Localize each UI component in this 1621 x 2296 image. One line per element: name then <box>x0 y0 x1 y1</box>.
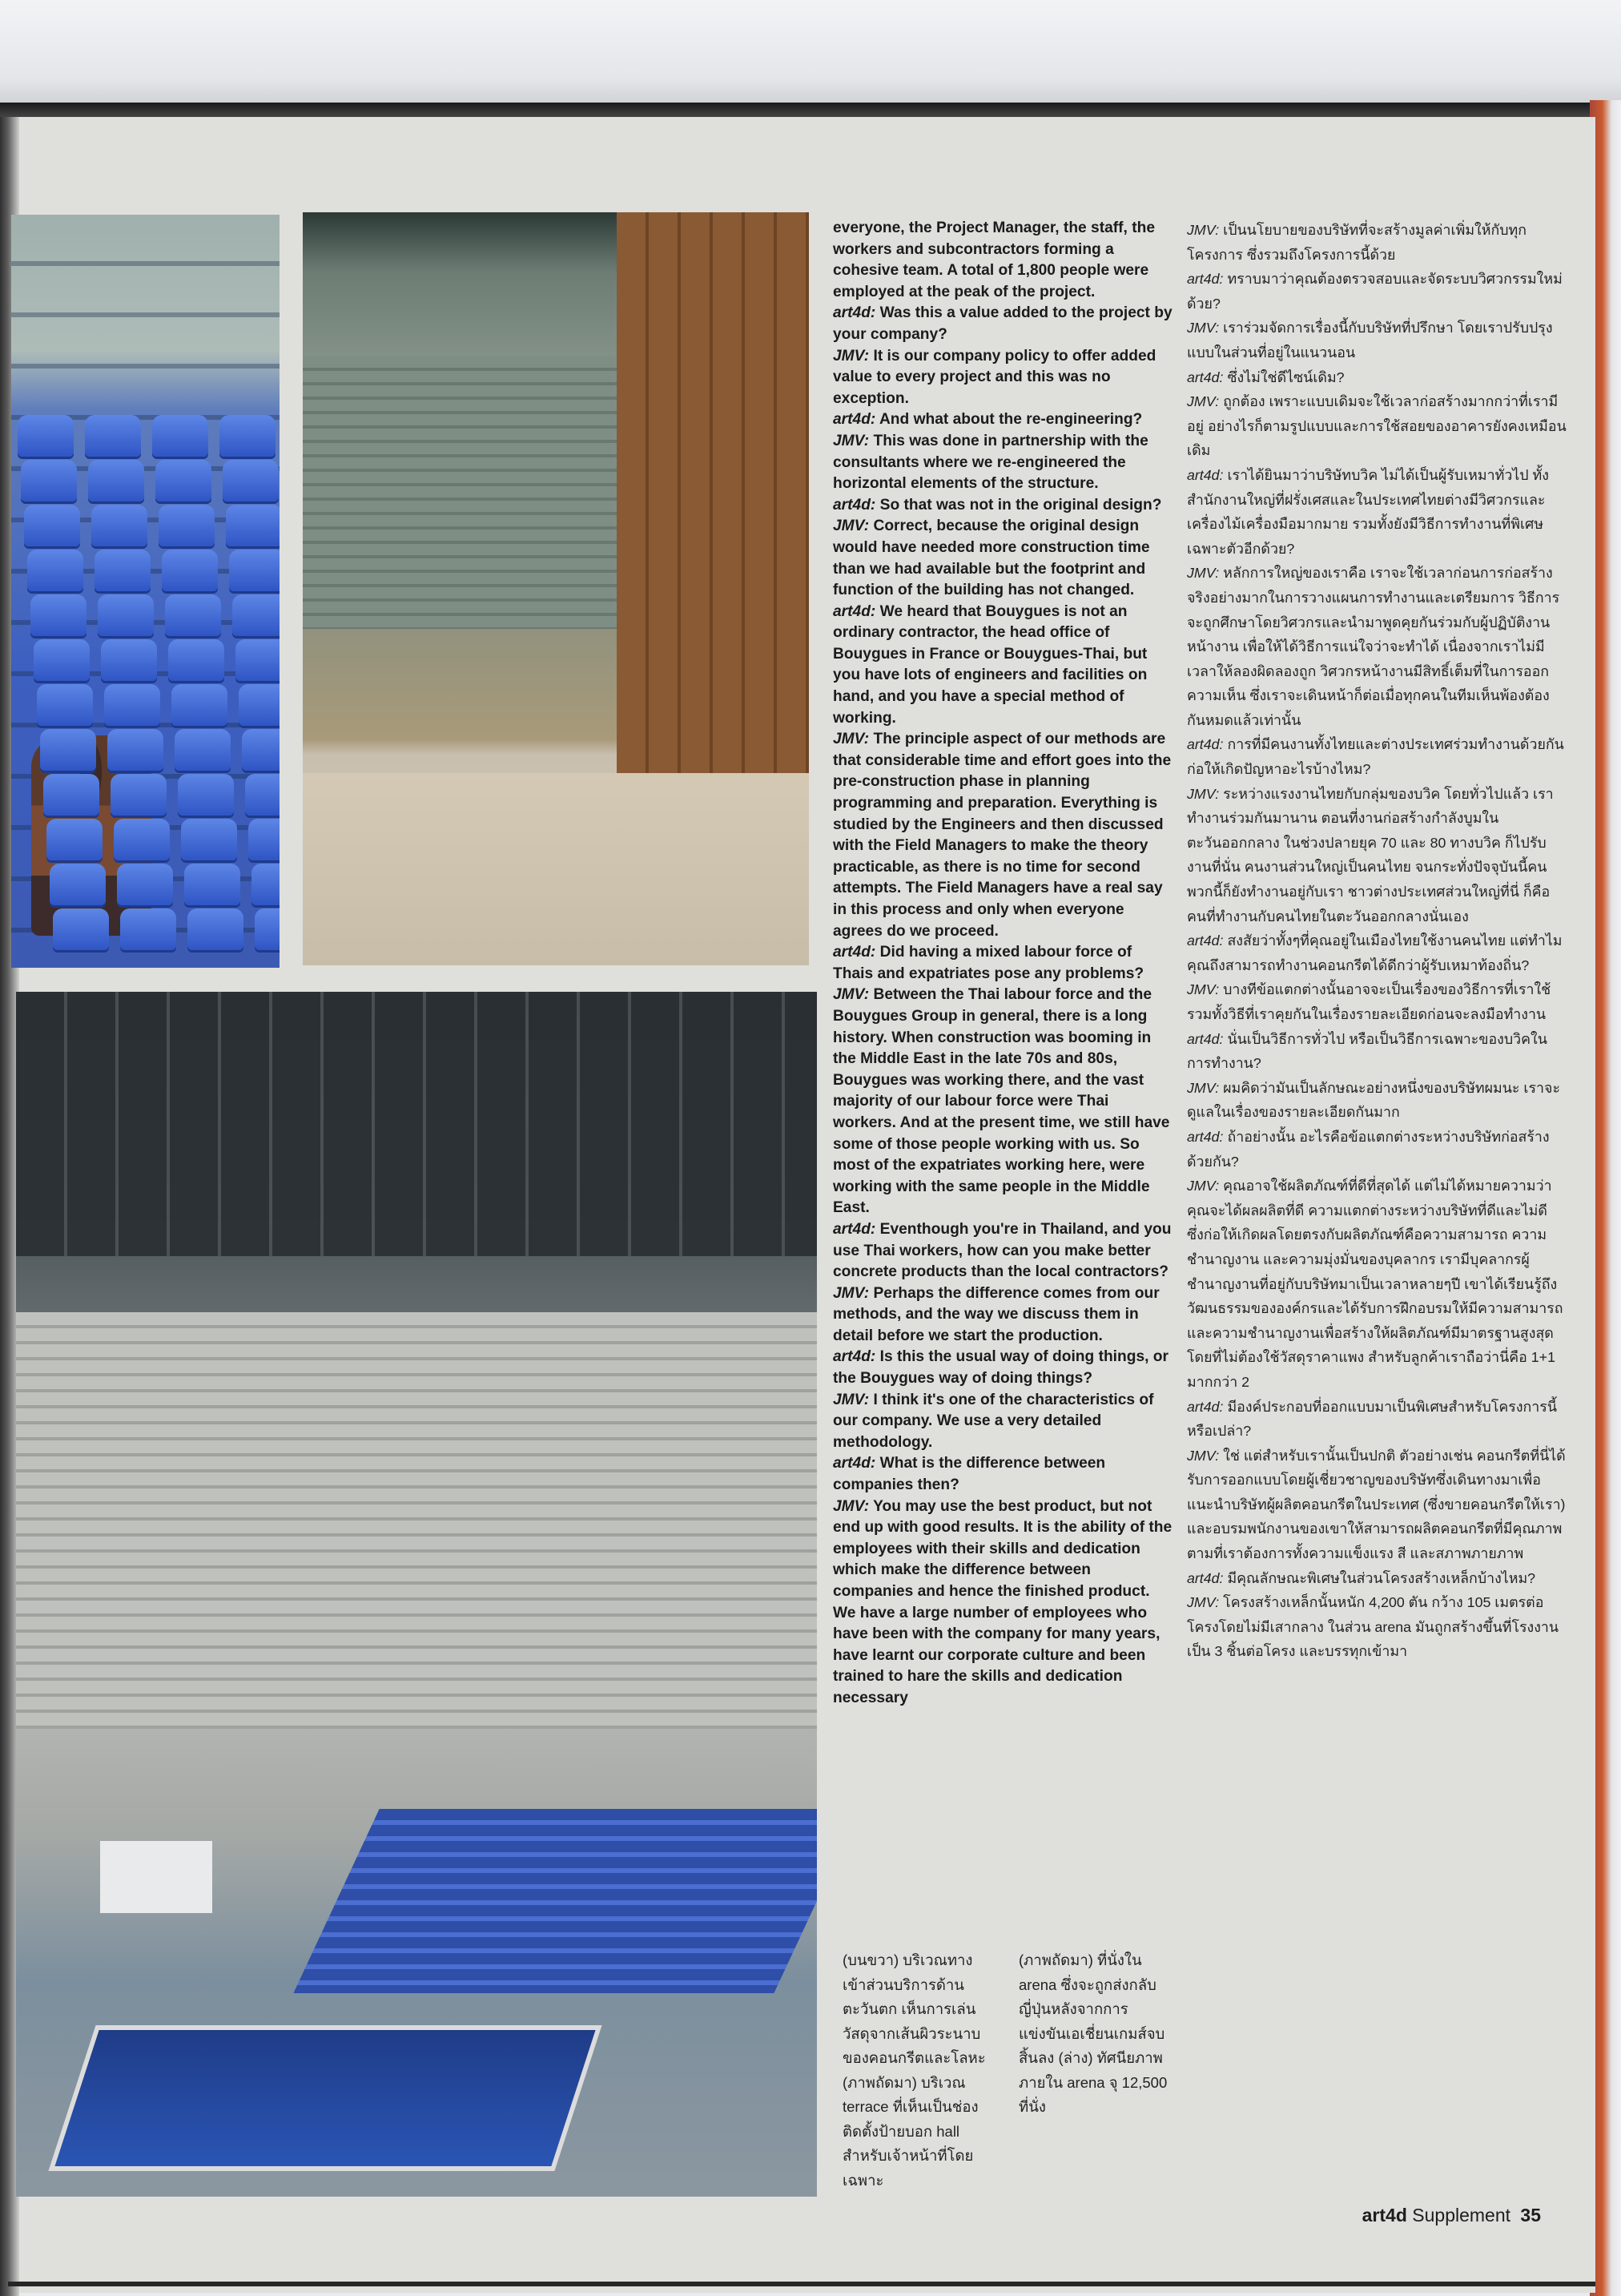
paragraph-text: The principle aspect of our methods are that considerable time and effort goes into the pre-construction phase in planning programming and preparation. Everything is studied by the Engineers and then discussed with the Field Managers to make the theory practicable, as there is no time for second attempts. The Field Managers have a real say in this process and only when everyone agrees do we proceed. <box>833 731 1172 940</box>
speaker-label: JMV: <box>1187 1079 1220 1096</box>
article-paragraph <box>833 516 1173 601</box>
seat <box>226 505 280 546</box>
article-paragraph <box>1187 928 1567 977</box>
article-paragraph <box>833 1390 1173 1454</box>
article-paragraph <box>1187 1444 1567 1566</box>
seat <box>171 684 227 726</box>
article-paragraph <box>1187 365 1567 390</box>
article-paragraph <box>1187 316 1567 365</box>
seat <box>37 684 93 726</box>
paragraph-text: We heard that Bouygues is not an ordinary contractor, the head office of Bouygues in France or Bouygues-Thai, but you have lots of engineers and facilities on hand, and you have a special method of working. <box>833 602 1148 727</box>
seat <box>184 864 240 905</box>
seat <box>27 550 83 591</box>
paragraph-text: นั่นเป็นวิธีการทั่วไป หรือเป็นวิธีการเฉพาะของบวิคในการทำงาน? <box>1187 1030 1547 1072</box>
seat <box>229 550 280 591</box>
arena-sign <box>100 1841 212 1913</box>
paragraph-text: So that was not in the original design? <box>879 496 1162 514</box>
paragraph-text: เราร่วมจัดการเรื่องนี้กับบริษัทที่ปรึกษา โดยเราปรับปรุงแบบในส่วนที่อยู่ในแนวนอน <box>1187 320 1553 361</box>
hall-stand <box>303 356 623 629</box>
paragraph-text: ทราบมาว่าคุณต้องตรวจสอบและจัดระบบวิศวกรรมใหม่ด้วย? <box>1187 271 1563 312</box>
article-paragraph <box>833 303 1173 345</box>
paragraph-text: ระหว่างแรงงานไทยกับกลุ่มของบวิค โดยทั่วไปแล้ว เราทำงานร่วมกันมานาน ตอนที่งานก่อสร้างกำลังบูมในตะวันออกกลาง ในช่วงปลายยุค 70 และ 80 ทางบวิค ก็ไปรับงานที่นั่น คนงานส่วนใหญ่เป็นคนไทย จนกระทั่งปัจจุบันนี้คนพวกนี้ก็ยังทำงานอยู่กับเรา ชาวต่างประเทศส่วนใหญ่ที่นี่ ก็คือคนที่ทำงานกับคนไทยในตะวันออกกลางนั่นเอง <box>1187 785 1554 924</box>
paragraph-text: Did having a mixed labour force of Thais and expatriates pose any problems? <box>833 944 1144 982</box>
seat <box>181 819 237 860</box>
speaker-label: art4d: <box>1187 932 1224 949</box>
stadium-seats-photo <box>11 215 280 968</box>
speaker-label: art4d: <box>1187 1398 1224 1415</box>
seat <box>242 729 280 771</box>
paragraph-text: ถ้าอย่างนั้น อะไรคือข้อแตกต่างระหว่างบริษัทก่อสร้างด้วยกัน? <box>1187 1128 1550 1170</box>
paragraph-text: What is the difference between companies then? <box>833 1455 1106 1494</box>
article-paragraph <box>833 1496 1173 1710</box>
speaker-label: art4d: <box>1187 736 1224 753</box>
paragraph-text: ถูกต้อง เพราะแบบเดิมจะใช้เวลาก่อสร้างมากกว่าที่เรามีอยู่ อย่างไรก็ตามรูปแบบและการใช้สอยของอาคารยังคงเหมือนเดิม <box>1187 393 1567 459</box>
speaker-label: JMV: <box>833 1391 870 1408</box>
article-paragraph <box>833 495 1173 517</box>
article-paragraph <box>1187 1076 1567 1125</box>
hall-interior-photo <box>303 212 809 965</box>
seat <box>187 908 243 950</box>
speaker-label: art4d: <box>1187 1128 1224 1145</box>
article-column-english <box>833 218 1173 1710</box>
article-paragraph <box>1187 218 1567 267</box>
speaker-label: JMV: <box>833 1497 870 1515</box>
speaker-label: JMV: <box>1187 320 1220 336</box>
seat <box>114 819 170 860</box>
speaker-label: JMV: <box>1187 981 1220 998</box>
article-column-thai <box>1187 218 1567 1664</box>
speaker-label: JMV: <box>1187 393 1220 410</box>
seat <box>53 908 109 950</box>
boxing-ring <box>48 2025 601 2171</box>
article-paragraph <box>1187 1125 1567 1174</box>
arena-interior-photo <box>16 992 817 2197</box>
paragraph-text: ใช่ แต่สำหรับเรานั้นเป็นปกติ ตัวอย่างเช่น คอนกรีตที่นี่ได้รับการออกแบบโดยผู้เชี่ยวชาญของบริษัทซึ่งเดินทางมาเพื่อแนะนำบริษัทผู้ผลิตคอนกรีตในประเทศ (ซึ่งขายคอนกรีตให้เรา) และอบรมพนักงานของเขาให้สามารถผลิตคอนกรีตที่มีคุณภาพตามที่เราต้องการทั้งความแข็งแรง สี และสภาพภายภาพ <box>1187 1447 1566 1562</box>
paragraph-text: And what about the re-engineering? <box>879 411 1143 429</box>
seat <box>168 639 224 681</box>
seat <box>43 774 99 816</box>
photo-caption-left: (บนขวา) บริเวณทางเข้าส่วนบริการด้านตะวันตก เห็นการเล่นวัสดุจากเส้นผิวระนาบของคอนกรีตและโลหะ (ภาพถัดมา) บริเวณ terrace ที่เห็นเป็นช่องติดตั้งป้ายบอก hall สำหรับเจ้าหน้าที่โดยเฉพาะ <box>843 1952 986 2189</box>
paragraph-text: Correct, because the original design would have needed more construction time than we had available but the footprint and function of the building has not changed. <box>833 518 1150 599</box>
speaker-label: art4d: <box>833 304 876 322</box>
seat <box>219 415 276 457</box>
page-number: 35 <box>1520 2205 1541 2226</box>
article-paragraph <box>833 346 1173 410</box>
seat <box>95 550 151 591</box>
seat <box>248 819 280 860</box>
article-paragraph <box>833 218 1173 303</box>
article-paragraph <box>1187 782 1567 929</box>
speaker-label: art4d: <box>833 496 876 514</box>
seat <box>30 594 86 636</box>
seat <box>255 908 280 950</box>
article-paragraph <box>833 431 1173 495</box>
speaker-label: JMV: <box>833 347 870 365</box>
speaker-label: JMV: <box>1187 1447 1220 1464</box>
paragraph-text: ผมคิดว่ามันเป็นลักษณะอย่างหนึ่งของบริษัทผมนะ เราจะดูแลในเรื่องของรายละเอียดกันมาก <box>1187 1079 1561 1121</box>
speaker-label: JMV: <box>1187 1594 1220 1611</box>
seat <box>152 415 208 457</box>
article-paragraph <box>833 942 1173 985</box>
paragraph-text: everyone, the Project Manager, the staff, the workers and subcontractors forming a cohesive team. A total of 1,800 people were employed at the peak of the project. <box>833 220 1155 300</box>
seat <box>251 864 280 905</box>
arena-roof-structure <box>16 992 817 1256</box>
seat <box>88 460 144 501</box>
paragraph-text: โครงสร้างเหล็กนั้นหนัก 4,200 ตัน กว้าง 105 เมตรต่อโครงโดยไม่มีเสากลาง ในส่วน arena มันถูกสร้างขึ้นที่โรงงานเป็น 3 ชิ้นต่อโครง และบรรทุกเข้ามา <box>1187 1594 1559 1660</box>
speaker-label: art4d: <box>1187 271 1224 288</box>
hall-floor <box>303 773 809 965</box>
speaker-label: JMV: <box>1187 1178 1220 1194</box>
speaker-label: JMV: <box>833 1284 870 1302</box>
speaker-label: JMV: <box>1187 565 1220 582</box>
seat <box>223 460 279 501</box>
article-paragraph <box>1187 1590 1567 1664</box>
seat <box>175 729 231 771</box>
speaker-label: art4d: <box>1187 1569 1224 1586</box>
article-paragraph <box>1187 1174 1567 1394</box>
speaker-label: art4d: <box>1187 466 1224 483</box>
seat <box>232 594 280 636</box>
footer-brand: art4d <box>1362 2205 1407 2226</box>
paragraph-text: I think it's one of the characteristics of our company. We use a very detailed methodology. <box>833 1391 1154 1451</box>
seat <box>91 505 147 546</box>
photo-caption-right: (ภาพถัดมา) ที่นั่งใน arena ซึ่งจะถูกส่งกลับญี่ปุ่นหลังจากการแข่งขันเอเชี่ยนเกมส์จบสิ้นลง (ล่าง) ทัศนียภาพภายใน arena จุ 12,500 ที่นั่ง <box>1019 1952 1168 2115</box>
article-paragraph <box>1187 977 1567 1026</box>
wood-panel-wall <box>617 212 809 789</box>
article-paragraph <box>833 1283 1173 1347</box>
paragraph-text: หลักการใหญ่ของเราคือ เราจะใช้เวลาก่อนการก่อสร้างจริงอย่างมากในการวางแผนการทำงานและเตรียมการ วิธีการจะถูกศึกษาโดยวิศวกรและนำมาพูดคุยกันร่วมกับผู้ปฏิบัติงานหน้างาน เพื่อให้ได้วิธีการแน่ใจว่าจะทำได้ เนื่องจากเราไม่มีเวลาให้ลองผิดลองถูก วิศวกรหน้างานมีสิทธิ์เต็มที่ในการออกความเห็น ซึ่งเราจะเดินหน้าก็ต่อเมื่อทุกคนในทีมเห็นพ้องต้องกันหมดแล้วเท่านั้น <box>1187 565 1560 728</box>
paragraph-text: Was this a value added to the project by your company? <box>833 304 1173 343</box>
page-footer <box>1362 2205 1541 2226</box>
paragraph-text: การที่มีคนงานทั้งไทยและต่างประเทศร่วมทำงานด้วยกัน ก่อให้เกิดปัญหาอะไรบ้างไหม? <box>1187 736 1564 778</box>
seat <box>245 774 280 816</box>
speaker-label: JMV: <box>833 986 870 1004</box>
seat <box>98 594 154 636</box>
seat <box>165 594 221 636</box>
page-top-edge <box>0 103 1602 117</box>
page-bottom-edge <box>8 2282 1595 2286</box>
paragraph-text: มีคุณลักษณะพิเศษในส่วนโครงสร้างเหล็กบ้างไหม? <box>1227 1569 1536 1586</box>
seat <box>21 460 77 501</box>
paragraph-text: It is our company policy to offer added value to every project and this was no exception. <box>833 347 1156 407</box>
seat <box>85 415 141 457</box>
speaker-label: art4d: <box>1187 1030 1224 1047</box>
article-paragraph <box>1187 561 1567 732</box>
seat <box>104 684 160 726</box>
seat <box>46 819 103 860</box>
article-paragraph <box>1187 1395 1567 1444</box>
scanner-background <box>0 0 1621 112</box>
article-paragraph <box>1187 732 1567 781</box>
paragraph-text: Perhaps the difference comes from our methods, and the way we discuss them in detail before we start the production. <box>833 1284 1160 1344</box>
article-paragraph <box>1187 1027 1567 1076</box>
paragraph-text: You may use the best product, but not end up with good results. It is the ability of the employees with their skills and dedication which make the difference between companies and hence the finished product. We have a large number of employees who have been with the company for many years, have learnt our corporate culture and been trained to hare the skills and dedication necessary <box>833 1497 1173 1706</box>
paragraph-text: This was done in partnership with the consultants where we re-engineered the horizontal elements of the structure. <box>833 432 1148 493</box>
paragraph-text: ซึ่งไม่ใช่ดีไซน์เดิม? <box>1227 369 1345 385</box>
seat <box>50 864 106 905</box>
speaker-label: art4d: <box>833 1348 876 1366</box>
article-paragraph <box>833 729 1173 942</box>
speaker-label: JMV: <box>833 731 870 748</box>
seat <box>155 460 211 501</box>
speaker-label: JMV: <box>1187 222 1220 238</box>
speaker-label: art4d: <box>833 411 876 429</box>
footer-section: Supplement <box>1412 2205 1511 2226</box>
speaker-label: JMV: <box>833 432 870 449</box>
seat <box>159 505 215 546</box>
article-paragraph <box>833 1453 1173 1496</box>
article-paragraph <box>1187 463 1567 561</box>
paragraph-text: มีองค์ประกอบที่ออกแบบมาเป็นพิเศษสำหรับโครงการนี้หรือเปล่า? <box>1187 1398 1557 1440</box>
speaker-label: art4d: <box>833 1455 876 1472</box>
paragraph-text: คุณอาจใช้ผลิตภัณฑ์ที่ดีที่สุดได้ แต่ไม่ได้หมายความว่าคุณจะได้ผลผลิตที่ดี ความแตกต่างระหว่างบริษัทที่ดีและไม่ดี ซึ่งก่อให้เกิดผลโดยตรงกับผลิตภัณฑ์คือความสามารถ ความชำนาญงาน และความมุ่งมั่นของบุคลากร เรามีบุคลากรผู้ชำนาญงานที่อยู่กับบริษัทมาเป็นเวลาหลายๆปี เขาได้เรียนรู้ถึงวัฒนธรรมขององค์กรและได้รับการฝึกอบรมให้มีความสามารถและความชำนาญงานเพื่อสร้างให้ผลิตภัณฑ์มีมาตรฐานสูงสุด โดยที่ไม่ต้องใช้วัสดุราคาแพง สำหรับลูกค้าเราถือว่านี่คือ 1+1 มากกว่า 2 <box>1187 1178 1563 1390</box>
speaker-label: art4d: <box>833 602 876 620</box>
article-paragraph <box>1187 389 1567 463</box>
seat <box>117 864 173 905</box>
article-paragraph <box>833 602 1173 730</box>
paragraph-text: สงสัยว่าทั้งๆที่คุณอยู่ในเมืองไทยใช้งานคนไทย แต่ทำไมคุณถึงสามารถทำงานคอนกรีตได้ดีกว่าผู้รับเหมาท้องถิ่น? <box>1187 932 1563 973</box>
article-paragraph <box>833 409 1173 431</box>
seat <box>24 505 80 546</box>
article-paragraph <box>1187 267 1567 316</box>
seat <box>40 729 96 771</box>
article-paragraph <box>833 1219 1173 1283</box>
paragraph-text: บางทีข้อแตกต่างนั้นอาจจะเป็นเรื่องของวิธีการที่เราใช้ รวมทั้งวิธีที่เราคุยกันในเรื่องรายละเอียดก่อนจะลงมือทำงาน <box>1187 981 1551 1022</box>
seat <box>18 415 74 457</box>
speaker-label: JMV: <box>1187 785 1220 802</box>
speaker-label: JMV: <box>833 518 870 535</box>
arena-stands <box>16 1312 817 1729</box>
seat <box>120 908 176 950</box>
speaker-label: art4d: <box>1187 369 1224 385</box>
speaker-label: art4d: <box>833 944 876 961</box>
arena-blue-seats <box>293 1809 817 1993</box>
paragraph-text: เป็นนโยบายของบริษัทที่จะสร้างมูลค่าเพิ่มให้กับทุกโครงการ ซึ่งรวมถึงโครงการนี้ด้วย <box>1187 222 1526 263</box>
seat <box>101 639 157 681</box>
speaker-label: art4d: <box>833 1220 876 1238</box>
seat <box>235 639 280 681</box>
seat <box>107 729 163 771</box>
seat <box>34 639 90 681</box>
seat <box>239 684 280 726</box>
seat <box>111 774 167 816</box>
paragraph-text: เราได้ยินมาว่าบริษัทบวิค ไม่ได้เป็นผู้รับเหมาทั่วไป ทั้งสำนักงานใหญ่ที่ฝรั่งเศสและในประเทศไทยต่างมีวิศวกรและเครื่องไม้เครื่องมือมากมาย รวมทั้งยังมีวิธีการทำงานที่พิเศษเฉพาะตัวอีกด้วย? <box>1187 466 1549 557</box>
paragraph-text: Is this the usual way of doing things, or the Bouygues way of doing things? <box>833 1348 1168 1388</box>
article-paragraph <box>833 985 1173 1219</box>
seat <box>162 550 218 591</box>
paragraph-text: Between the Thai labour force and the Bouygues Group in general, there is a long history. When construction was booming in the Middle East in the late 70s and 80s, Bouygues was working there, and the vast majority of our labour force were Thai workers. And at the present time, we still have some of those people working with us. So most of the expatriates working here, were working with the same people in the Middle East. <box>833 986 1170 1217</box>
seat <box>178 774 234 816</box>
paragraph-text: Eventhough you're in Thailand, and you use Thai workers, how can you make better concrete products than the local contractors? <box>833 1220 1172 1281</box>
article-paragraph <box>833 1347 1173 1389</box>
article-paragraph <box>1187 1566 1567 1591</box>
